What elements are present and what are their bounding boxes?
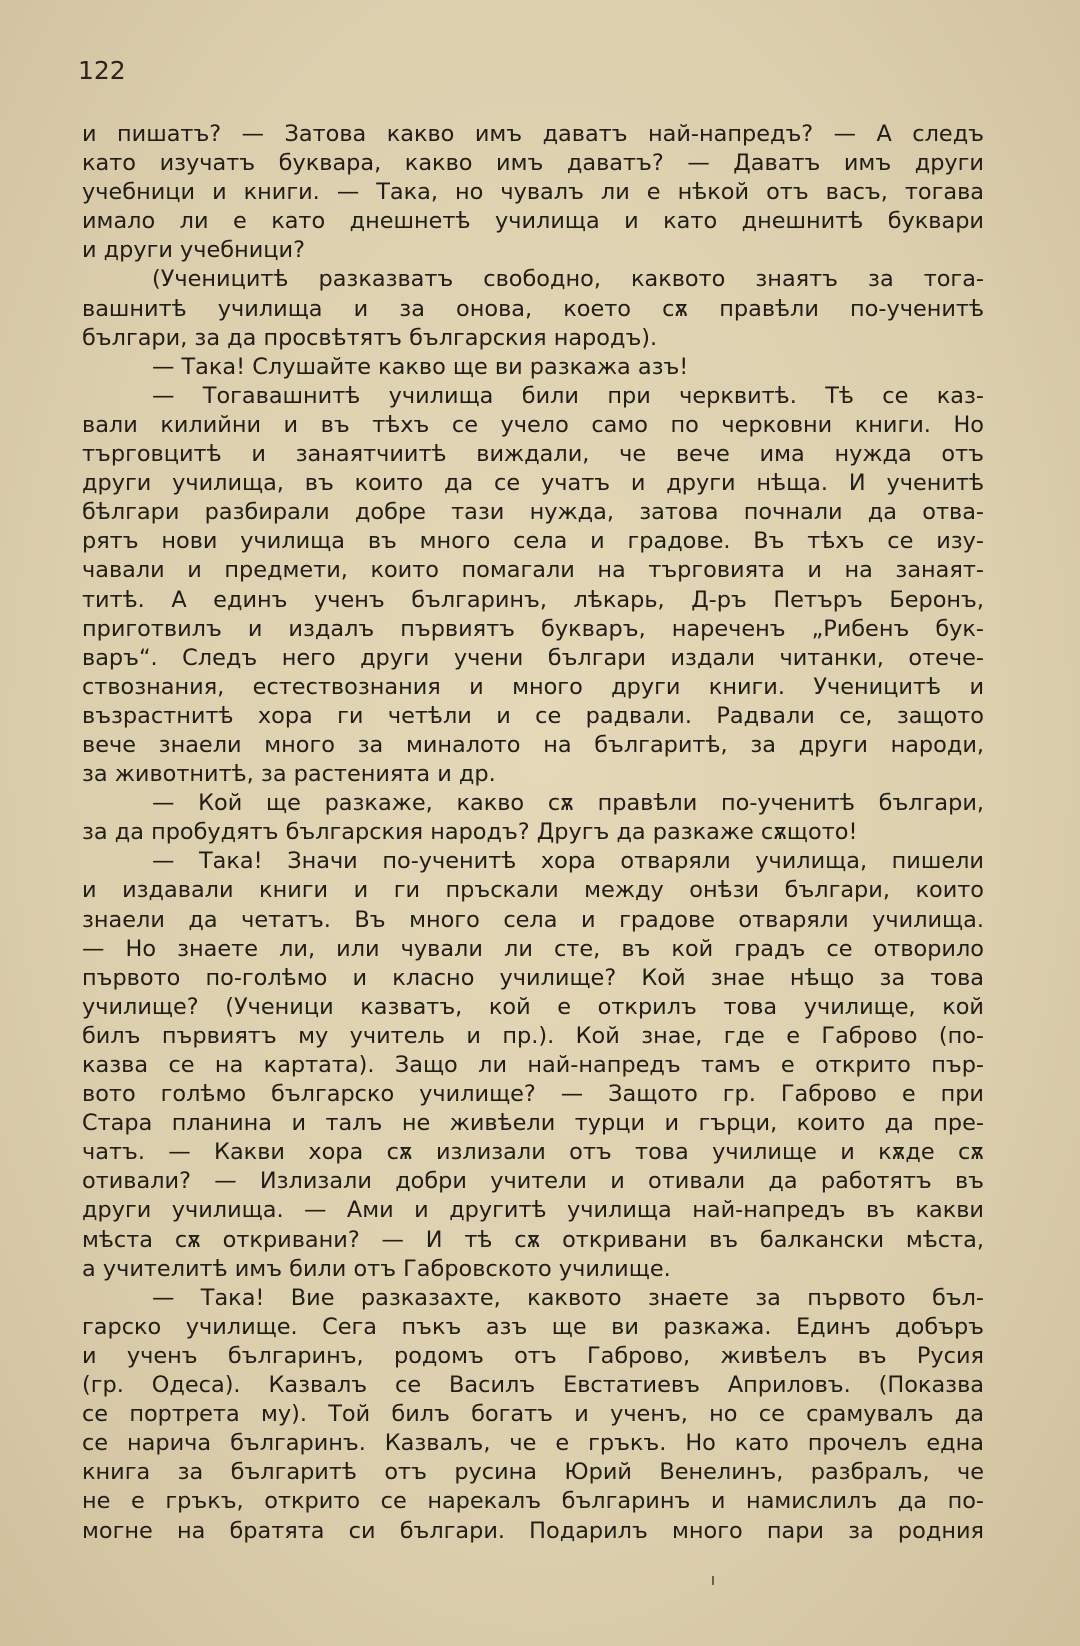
page-number: 122 bbox=[78, 56, 126, 85]
text-line: варъ“. Следъ него други учени българи издали читанки, отече- bbox=[82, 644, 984, 671]
text-line: могне на братята си българи. Подарилъ много пари за родния bbox=[82, 1517, 984, 1544]
text-line: и пишатъ? — Затова какво имъ даватъ най-напредъ? — А следъ bbox=[82, 121, 984, 147]
text-line: а учителитѣ имъ били отъ Габровското училище. bbox=[82, 1255, 671, 1282]
text-line: чавали и предмети, които помагали на търговията и на занаят- bbox=[82, 557, 984, 584]
text-line: ствознания, естествознания и много други книги. Ученицитѣ и bbox=[82, 673, 984, 700]
text-line: знаели да четатъ. Въ много села и градове отваряли училища. bbox=[82, 906, 984, 933]
text-line: — Така! Значи по-ученитѣ хора отваряли училища, пишели bbox=[152, 848, 984, 875]
text-line: за животнитѣ, за растенията и др. bbox=[82, 761, 496, 788]
text-line: чатъ. — Какви хора сѫ излизали отъ това училище и кѫде сѫ bbox=[82, 1139, 984, 1166]
text-line: билъ първиятъ му учитель и пр.). Кой знае, где е Габрово (по- bbox=[82, 1022, 984, 1049]
text-line: учебници и книги. — Така, но чувалъ ли е нѣкой отъ васъ, тогава bbox=[82, 179, 984, 206]
text-line: гарско училище. Сега пъкъ азъ ще ви разкажа. Единъ добъръ bbox=[82, 1313, 984, 1340]
text-line: — Кой ще разкаже, какво сѫ правѣли по-ученитѣ българи, bbox=[152, 790, 984, 817]
text-line: други училища, въ които да се учатъ и други нѣща. И ученитѣ bbox=[82, 470, 984, 497]
text-line: вали килийни и въ тѣхъ се учело само по черковни книги. Но bbox=[82, 411, 984, 438]
text-line: книга за българитѣ отъ русина Юрий Венелинъ, разбралъ, че bbox=[82, 1459, 984, 1486]
text-line: и издавали книги и ги пръскали между онѣзи българи, които bbox=[82, 877, 984, 904]
body-text bbox=[82, 120, 984, 1546]
text-line: първото по-голѣмо и класно училище? Кой знае нѣщо за това bbox=[82, 964, 984, 991]
text-line: — Но знаете ли, или чували ли сте, въ кой градъ се отворило bbox=[82, 935, 984, 962]
text-line: — Така! Вие разказахте, каквото знаете за първото бъл- bbox=[152, 1284, 984, 1311]
text-line: за да пробудятъ българския народъ? Другъ да разкаже сѫщото! bbox=[82, 819, 858, 846]
text-line: вото голѣмо българско училище? — Защото гр. Габрово е при bbox=[82, 1081, 984, 1108]
text-line: вашнитѣ училища и за онова, което сѫ правѣли по-ученитѣ bbox=[82, 295, 984, 322]
text-line: българи, за да просвѣтятъ българския народъ). bbox=[82, 324, 658, 351]
text-line: (Ученицитѣ разказватъ свободно, каквото знаятъ за тога- bbox=[152, 266, 984, 293]
text-line: титѣ. А единъ ученъ българинъ, лѣкарь, Д-ръ Петъръ Беронъ, bbox=[82, 586, 984, 613]
text-line: отивали? — Излизали добри учители и отивали да работятъ въ bbox=[82, 1168, 984, 1195]
text-line: (гр. Одеса). Казвалъ се Василъ Евстатиевъ Априловъ. (Показва bbox=[82, 1372, 984, 1399]
text-line: мѣста сѫ откривани? — И тѣ сѫ откривани въ балкански мѣста, bbox=[82, 1226, 984, 1253]
text-line: рятъ нови училища въ много села и градове. Въ тѣхъ се изу- bbox=[82, 528, 984, 555]
text-line: търговцитѣ и занаятчиитѣ виждали, че вече има нужда отъ bbox=[82, 441, 984, 468]
text-line: и други учебници? bbox=[82, 237, 305, 264]
text-line: други училища. — Ами и другитѣ училища най-напредъ въ какви bbox=[82, 1197, 984, 1224]
text-line: и ученъ българинъ, родомъ отъ Габрово, живѣелъ въ Русия bbox=[82, 1342, 984, 1369]
text-line: като изучатъ буквара, какво имъ даватъ? — Даватъ имъ други bbox=[82, 150, 984, 177]
text-line: Стара планина и талъ не живѣели турци и гърци, които да пре- bbox=[82, 1110, 984, 1137]
text-line: — Така! Слушайте какво ще ви разкажа азъ! bbox=[152, 353, 689, 380]
text-line: вече знаели много за миналото на българитѣ, за други народи, bbox=[82, 731, 984, 758]
text-line: бѣлгари разбирали добре тази нужда, затова почнали да отва- bbox=[82, 499, 984, 526]
text-line: училище? (Ученици казватъ, кой е открилъ това училище, кой bbox=[82, 993, 984, 1020]
text-line: — Тогавашнитѣ училища били при черквитѣ. Тѣ се каз- bbox=[152, 382, 984, 409]
text-line: се портрета му). Той билъ богатъ и ученъ, но се срамувалъ да bbox=[82, 1401, 984, 1428]
text-line: казва се на картата). Защо ли най-напредъ тамъ е открито пър- bbox=[82, 1052, 984, 1078]
text-line: се нарича българинъ. Казвалъ, че е гръкъ. Но като прочелъ една bbox=[82, 1430, 984, 1457]
text-line: имало ли е като днешнетѣ училища и като днешнитѣ буквари bbox=[82, 208, 984, 235]
text-line: възрастнитѣ хора ги четѣли и се радвали. Радвали се, защото bbox=[82, 702, 984, 729]
text-line: не е гръкъ, открито се нарекалъ българинъ и намислилъ да по- bbox=[82, 1488, 984, 1515]
paper-speck bbox=[712, 1576, 714, 1585]
text-line: приготвилъ и издалъ първиятъ букваръ, нареченъ „Рибенъ бук- bbox=[82, 615, 984, 642]
